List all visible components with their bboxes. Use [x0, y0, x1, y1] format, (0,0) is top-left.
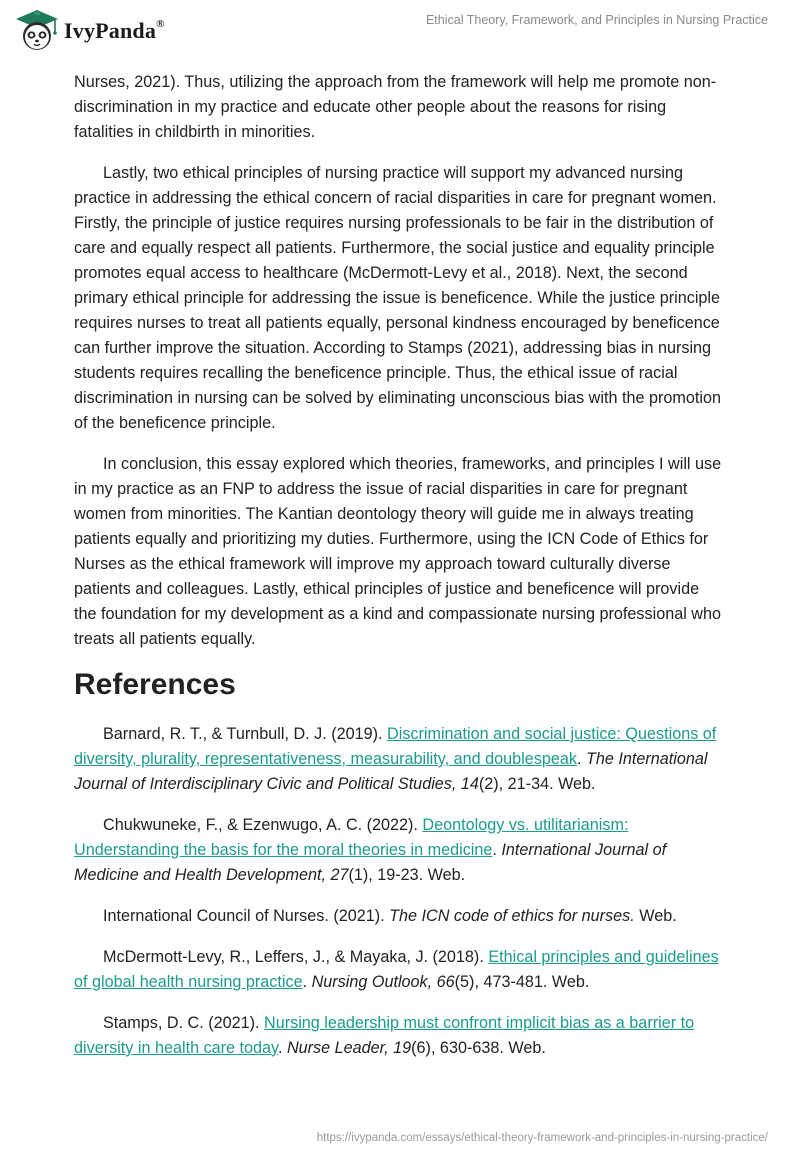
- reference-details: (5), 473-481. Web.: [454, 973, 590, 991]
- reference-details: (6), 630-638. Web.: [411, 1039, 546, 1057]
- paragraph-conclusion: In conclusion, this essay explored which theories, frameworks, and principles I will use in my practice as an FNP to address the issue of racial disparities in care for pregnant women from minorities. The Kantian deontology theory will guide me in always treating patients equally and prioritizing my duties. Furthermore, using the ICN Code of Ethics for Nurses as the ethical framework will improve my approach toward culturally diverse patients and colleagues. Lastly, ethical principles of justice and beneficence will provide the foundation for my development as a kind and compassionate nursing professional who treats all patients equally.: [74, 455, 722, 648]
- reference-details: (2), 21-34. Web.: [478, 775, 596, 793]
- references-heading: References: [74, 668, 236, 701]
- brand-text: IvyPanda: [64, 18, 157, 43]
- reference-item: [74, 1011, 724, 1061]
- reference-journal: Nurse Leader, 19: [286, 1039, 412, 1057]
- reference-item: [74, 722, 724, 797]
- references-list: [74, 722, 724, 1061]
- reference-link[interactable]: Discrimination and social justice: Questions of diversity, plurality, representativeness, measurability, and doublespeak: [74, 725, 717, 768]
- reference-journal: Nursing Outlook, 66: [311, 973, 455, 991]
- document-title: Ethical Theory, Framework, and Principles in Nursing Practice: [425, 13, 768, 27]
- registered-mark: ®: [156, 17, 165, 30]
- reference-separator: .: [302, 973, 312, 991]
- reference-authors: International Council of Nurses. (2021).: [103, 907, 390, 925]
- panda-logo-icon[interactable]: [14, 8, 60, 52]
- reference-separator: .: [277, 1039, 287, 1057]
- essay-content: [74, 70, 724, 1077]
- reference-title-italic: The ICN code of ethics for nurses.: [389, 907, 635, 925]
- reference-link[interactable]: Deontology vs. utilitarianism: Understanding the basis for the moral theories in medicine: [74, 816, 629, 859]
- paragraph-principles: Lastly, two ethical principles of nursing practice will support my advanced nursing practice in addressing the ethical concern of racial disparities in care for pregnant women. Firstly, the principle of justice requires nursing professionals to be fair in the distribution of care and equally respect all patients. Furthermore, the social justice and equality principle promotes equal access to healthcare (McDermott-Levy et al., 2018). Next, the second primary ethical principle for addressing the issue is beneficence. While the justice principle requires nurses to treat all patients equally, personal kindness encouraged by beneficence can further improve the situation. According to Stamps (2021), addressing bias in nursing students requires recalling the beneficence principle. Thus, the ethical issue of racial discrimination in nursing can be solved by eliminating unconscious bias with the promotion of the beneficence principle.: [74, 164, 721, 432]
- reference-item: [74, 945, 724, 995]
- brand-name[interactable]: [64, 18, 165, 44]
- reference-details: (1), 19-23. Web.: [348, 866, 466, 884]
- reference-journal: International Journal of Medicine and Health Development, 27: [74, 841, 667, 884]
- reference-separator: .: [576, 750, 586, 768]
- reference-authors: Chukwuneke, F., & Ezenwugo, A. C. (2022).: [103, 816, 423, 834]
- reference-authors: Stamps, D. C. (2021).: [103, 1014, 265, 1032]
- reference-details: Web.: [634, 907, 677, 925]
- reference-link[interactable]: Nursing leadership must confront implicit bias as a barrier to diversity in health care today: [74, 1014, 695, 1057]
- reference-item: [74, 813, 724, 888]
- reference-link[interactable]: Ethical principles and guidelines of global health nursing practice: [74, 948, 719, 991]
- page-url: https://ivypanda.com/essays/ethical-theory-framework-and-principles-in-nursing-practice/: [316, 1132, 768, 1144]
- page-header: [0, 0, 800, 56]
- paragraph-continuation: Nurses, 2021). Thus, utilizing the approach from the framework will help me promote non-discrimination in my practice and educate other people about the reasons for rising fatalities in childbirth in minorities.: [74, 73, 717, 141]
- reference-journal: The International Journal of Interdisciplinary Civic and Political Studies, 14: [74, 750, 708, 793]
- reference-item: [74, 904, 724, 929]
- reference-authors: McDermott-Levy, R., Leffers, J., & Mayaka, J. (2018).: [103, 948, 489, 966]
- reference-authors: Barnard, R. T., & Turnbull, D. J. (2019).: [103, 725, 387, 743]
- reference-separator: .: [492, 841, 502, 859]
